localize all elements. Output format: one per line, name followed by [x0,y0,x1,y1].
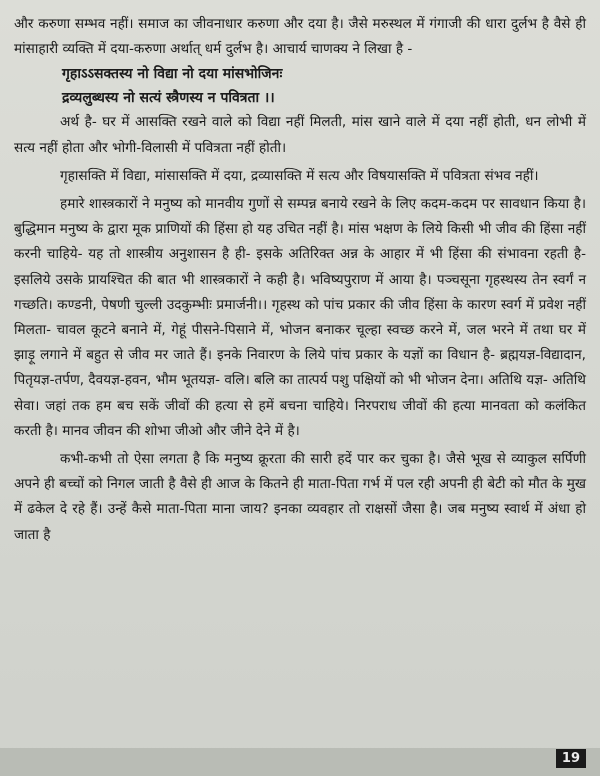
paragraph-meaning: अर्थ है- घर में आसक्ति रखने वाले को विद्या नहीं मिलती, मांस खाने वाले में दया नहीं होती, धन लोभी में सत्य नहीं होता और भोगी-विलासी में पवित्रता नहीं होती। [14,114,586,156]
article-body [14,12,586,548]
paragraph-cruelty: कभी-कभी तो ऐसा लगता है कि मनुष्य क्रूरता की सारी हदें पार कर चुका है। जैसे भूख से व्याकुल सर्पिणी अपने ही बच्चों को निगल जाती है वैसे ही आज के कितने ही माता-पिता गर्भ में पल रही अपनी ही बेटी को मौत के मुख में ढकेल दे रहे हैं। उन्हें कैसे माता-पिता माना जाय? इनका व्यवहार तो राक्षसों जैसा है। जब मनुष्य स्वार्थ में अंधा हो जाता है [14,451,586,543]
page-number: 19 [556,749,586,768]
paragraph-scriptures: हमारे शास्त्रकारों ने मनुष्य को मानवीय गुणों से सम्पन्न बनाये रखने के लिए कदम-कदम पर सावधान किया है। बुद्धिमान मनुष्य के द्वारा मूक प्राणियों की हिंसा हो यह उचित नहीं है। मांस भक्षण के लिये किसी भी जीव की हिंसा नहीं करनी चाहिये- यह तो शास्त्रीय अनुशासन है ही- इसके अतिरिक्त अन्न के आहार में भी हिंसा की संभावना रहती है- इसलिये उसके प्रायश्चित की बात भी शास्त्रकारों ने कही है। भविष्यपुराण में आया है। पञ्चसूना गृहस्थस्य तेन स्वर्गं न गच्छति। कण्डनी, पेषणी चुल्ली उदकुम्भीः प्रमार्जनी।। गृहस्थ को पांच प्रकार की जीव हिंसा के कारण स्वर्ग में प्रवेश नहीं मिलता- चावल कूटने बनाने में, गेहूं पीसने-पिसाने में, भोजन बनाकर चूल्हा स्वच्छ करने में, जल भरने में तथा घर में झाड़ू लगाने में बहुत से जीव मर जाते हैं। इनके निवारण के लिये पांच प्रकार के यज्ञों का विधान है- ब्रह्मयज्ञ-विद्यादान, पितृयज्ञ-तर्पण, दैवयज्ञ-हवन, भौम भूतयज्ञ- वलि। बलि का तात्पर्य पशु पक्षियों को भी भोजन देना। अतिथि यज्ञ- अतिथि सेवा। जहां तक हम बच सकें जीवों की हत्या से हमें बचना चाहिये। निरपराध जीवों की हत्या मानवता को कलंकित करती है। मानव जीवन की शोभा जीओ और जीने देने में है। [14,196,586,439]
paragraph-1: और करुणा सम्भव नहीं। समाज का जीवनाधार करुणा और दया है। जैसे मरुस्थल में गंगाजी की धारा दुर्लभ है वैसे ही मांसाहारी व्यक्ति में दया-करुणा अर्थात् धर्म दुर्लभ है। आचार्य चाणक्य ने लिखा है - [14,16,586,58]
shloka-line-1: गृहाऽऽसक्तस्य नो विद्या नो दया मांसभोजिनः [62,66,283,83]
paragraph-attachment: गृहासक्ति में विद्या, मांसासक्ति में दया, द्रव्यासक्ति में सत्य और विषयासक्ति में पवित्रता संभव नहीं। [60,167,539,184]
footer-bar [0,748,600,776]
shloka-line-2: द्रव्यलुब्धस्य नो सत्यं स्त्रैणस्य न पवित्रता ।। [62,90,275,107]
